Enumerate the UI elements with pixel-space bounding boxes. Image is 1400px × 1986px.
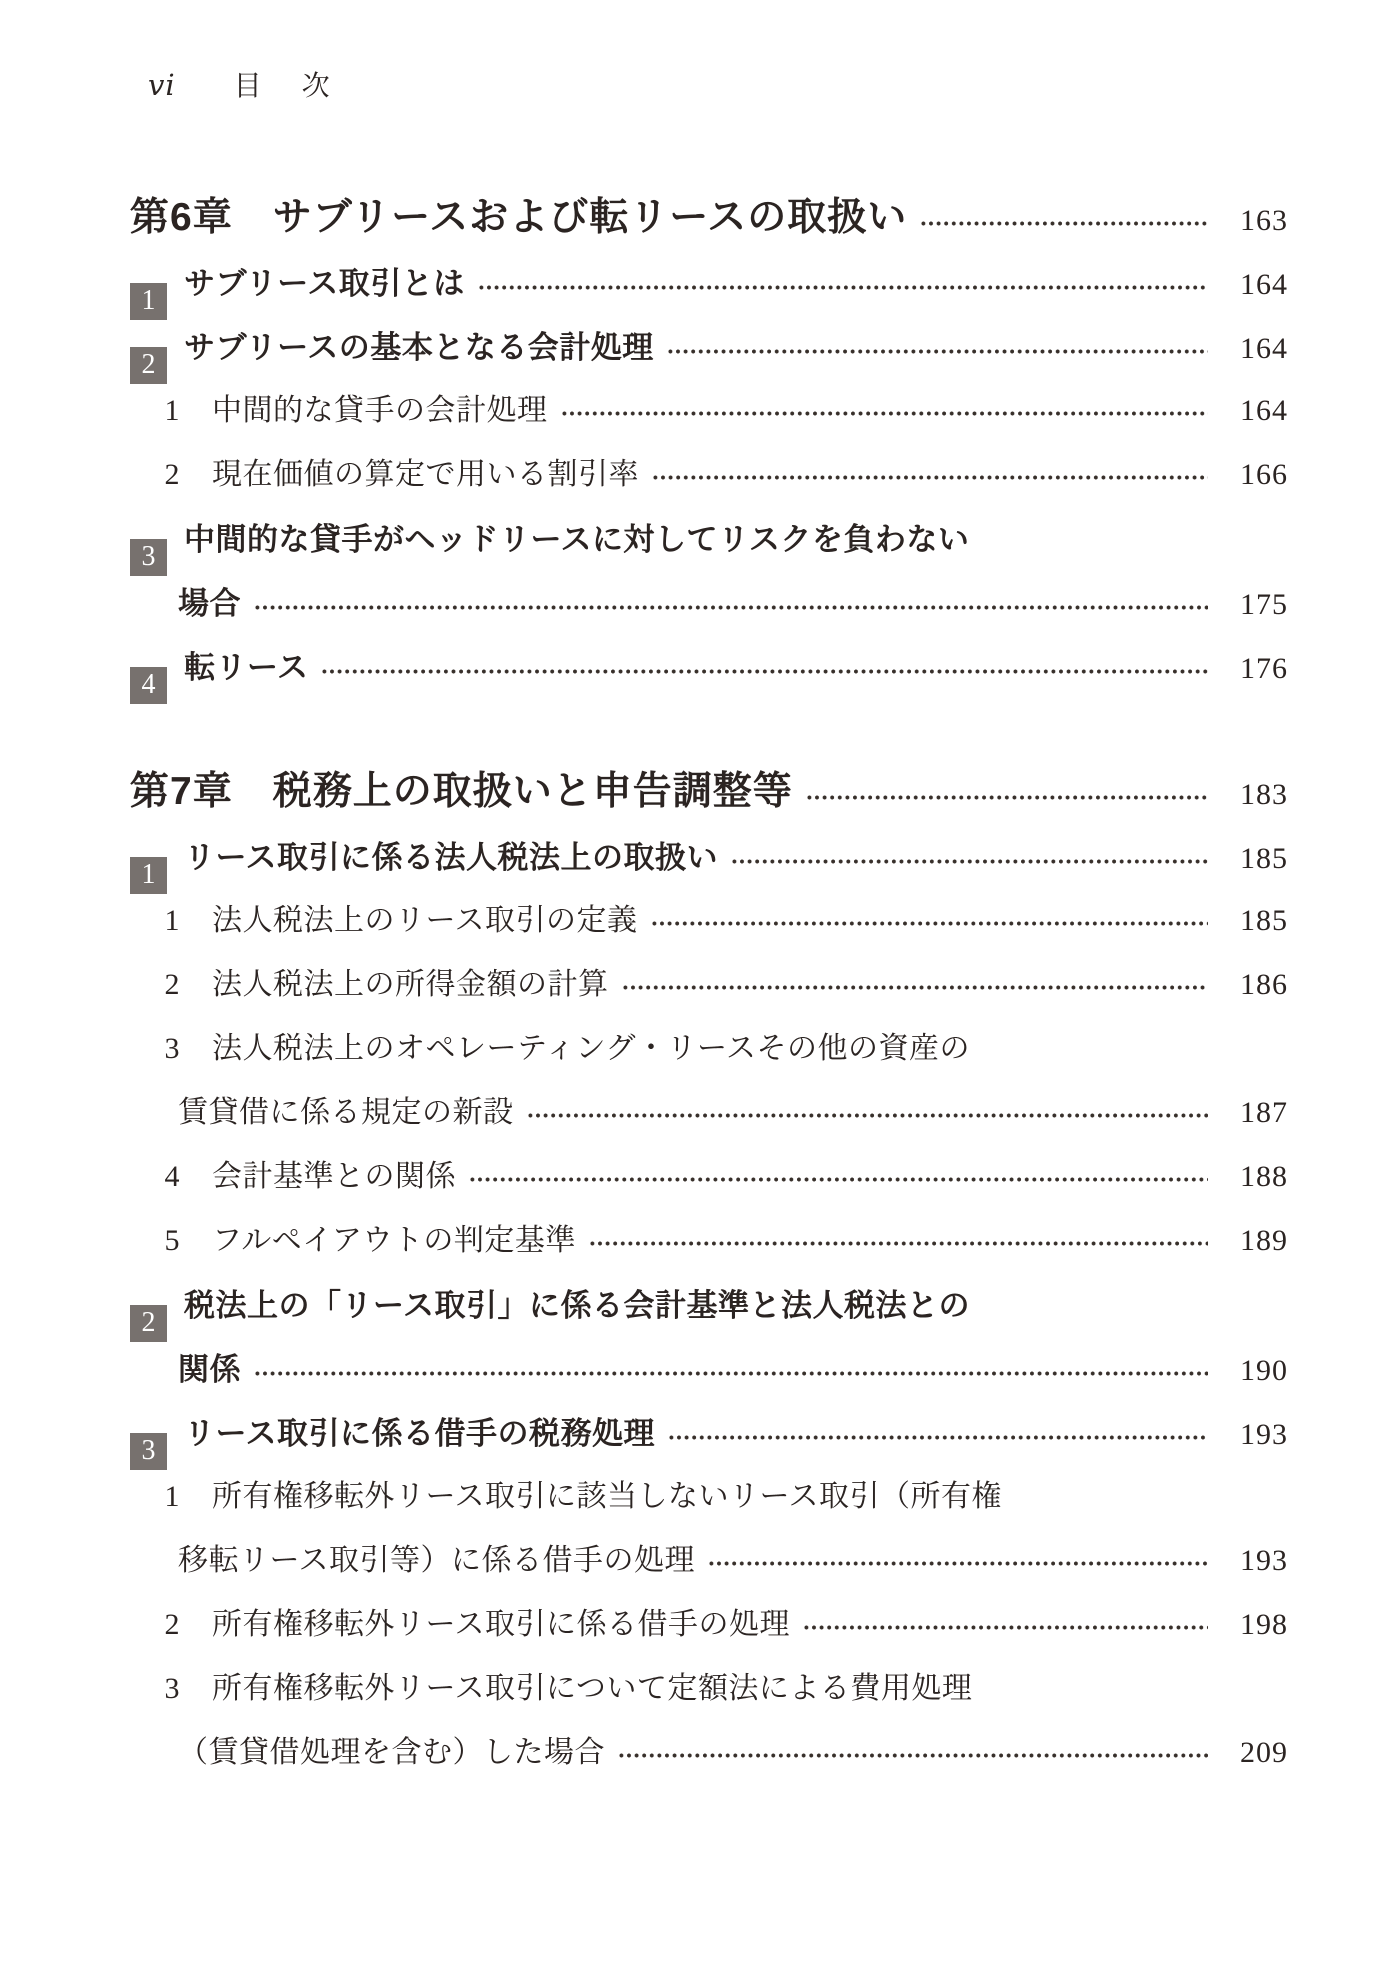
page-number: 185 (1240, 842, 1288, 875)
toc-row (130, 770, 1288, 840)
entry-title: 賃貸借に係る規定の新設 (178, 1096, 514, 1129)
toc-row (130, 394, 1288, 458)
dot-leader (807, 795, 1208, 800)
dot-leader (652, 921, 1209, 926)
page-number: 185 (1240, 904, 1288, 937)
entry-title: サブリースおよび転リースの取扱い (272, 196, 908, 239)
chapter-label: 第6章 (130, 196, 233, 239)
table-of-contents (130, 196, 1288, 1800)
toc-row (130, 1288, 1288, 1352)
entry-title: フルペイアウトの判定基準 (212, 1224, 576, 1257)
toc-row (130, 904, 1288, 968)
dot-leader (653, 475, 1208, 480)
entry-title: 法人税法上の所得金額の計算 (212, 968, 609, 1001)
page-title: 目 次 (233, 71, 336, 102)
entry-number-box: 3 (130, 1433, 167, 1470)
toc-row (130, 522, 1288, 586)
entry-number-box: 1 (130, 283, 167, 320)
page-number: 209 (1240, 1736, 1288, 1769)
toc-row (130, 586, 1288, 650)
entry-number: 4 (164, 1160, 180, 1193)
toc-row (130, 1672, 1288, 1736)
toc-row (130, 1480, 1288, 1544)
chapter-label: 第7章 (130, 770, 233, 813)
entry-number-box: 1 (130, 857, 167, 894)
entry-title: 移転リース取引等）に係る借手の処理 (178, 1544, 695, 1577)
folio-page-number: vi (148, 68, 176, 102)
dot-leader (562, 411, 1209, 416)
dot-leader (322, 669, 1208, 674)
dot-leader (590, 1241, 1208, 1246)
entry-title: 現在価値の算定で用いる割引率 (212, 458, 639, 491)
entry-number-box: 4 (130, 667, 167, 704)
toc-row (130, 1352, 1288, 1416)
toc-row (130, 196, 1288, 266)
page-number: 163 (1240, 204, 1288, 237)
page-number: 189 (1240, 1224, 1288, 1257)
toc-row (130, 1096, 1288, 1160)
toc-row (130, 650, 1288, 714)
toc-row (130, 266, 1288, 330)
entry-title: 会計基準との関係 (212, 1160, 456, 1193)
entry-number: 3 (164, 1672, 180, 1705)
page-number: 193 (1240, 1544, 1288, 1577)
entry-number: 5 (164, 1224, 180, 1257)
dot-leader (623, 985, 1209, 990)
page-number: 164 (1240, 394, 1288, 427)
dot-leader (669, 1435, 1208, 1440)
page-number: 176 (1240, 652, 1288, 685)
page-number: 186 (1240, 968, 1288, 1001)
dot-leader (732, 859, 1208, 864)
page-number: 188 (1240, 1160, 1288, 1193)
entry-number: 1 (164, 1480, 180, 1513)
entry-title: サブリースの基本となる会計処理 (184, 330, 654, 365)
entry-title: 法人税法上のリース取引の定義 (212, 904, 638, 937)
entry-title: 転リース (184, 650, 309, 685)
entry-title: 税務上の取扱いと申告調整等 (272, 770, 793, 813)
entry-title: 税法上の「リース取引」に係る会計基準と法人税法との (184, 1288, 970, 1323)
entry-title: サブリース取引とは (184, 266, 465, 301)
entry-title: 所有権移転外リース取引に係る借手の処理 (212, 1608, 790, 1641)
dot-leader (619, 1753, 1208, 1758)
dot-leader (255, 605, 1208, 610)
entry-number-box: 2 (130, 1305, 167, 1342)
toc-row (130, 1224, 1288, 1288)
dot-leader (470, 1177, 1208, 1182)
page-number: 164 (1240, 268, 1288, 301)
entry-title: （賃貸借処理を含む）した場合 (178, 1736, 605, 1769)
entry-number: 2 (164, 968, 180, 1001)
dot-leader (255, 1371, 1208, 1376)
page-number: 187 (1240, 1096, 1288, 1129)
page-number: 183 (1240, 778, 1288, 811)
entry-title: リース取引に係る借手の税務処理 (184, 1416, 655, 1451)
entry-number: 3 (164, 1032, 180, 1065)
toc-row (130, 458, 1288, 522)
entry-number: 1 (164, 394, 180, 427)
toc-row (130, 1160, 1288, 1224)
toc-row (130, 840, 1288, 904)
page-number: 166 (1240, 458, 1288, 491)
page-number: 190 (1240, 1354, 1288, 1387)
page-number: 198 (1240, 1608, 1288, 1641)
toc-row (130, 1416, 1288, 1480)
toc-row (130, 968, 1288, 1032)
entry-number: 1 (164, 904, 180, 937)
entry-title: 所有権移転外リース取引に該当しないリース取引（所有権 (212, 1480, 1002, 1513)
entry-number: 2 (164, 1608, 180, 1641)
dot-leader (668, 349, 1208, 354)
entry-title: 所有権移転外リース取引について定額法による費用処理 (212, 1672, 973, 1705)
entry-title: 場合 (178, 586, 241, 621)
running-head (148, 64, 336, 104)
toc-row (130, 1032, 1288, 1096)
page-number: 175 (1240, 588, 1288, 621)
dot-leader (479, 285, 1208, 290)
toc-row (130, 1608, 1288, 1672)
entry-number-box: 2 (130, 347, 167, 384)
entry-number: 2 (164, 458, 180, 491)
page-number: 164 (1240, 332, 1288, 365)
entry-title: 法人税法上のオペレーティング・リースその他の資産の (212, 1032, 970, 1065)
dot-leader (709, 1561, 1208, 1566)
entry-number-box: 3 (130, 539, 167, 576)
toc-row (130, 1736, 1288, 1800)
entry-title: リース取引に係る法人税法上の取扱い (184, 840, 718, 875)
dot-leader (921, 221, 1208, 226)
entry-title: 関係 (178, 1352, 241, 1387)
page-number: 193 (1240, 1418, 1288, 1451)
entry-title: 中間的な貸手がヘッドリースに対してリスクを負わない (184, 522, 970, 557)
entry-title: 中間的な貸手の会計処理 (212, 394, 548, 427)
dot-leader (528, 1113, 1209, 1118)
dot-leader (804, 1625, 1208, 1630)
toc-row (130, 330, 1288, 394)
toc-row (130, 1544, 1288, 1608)
